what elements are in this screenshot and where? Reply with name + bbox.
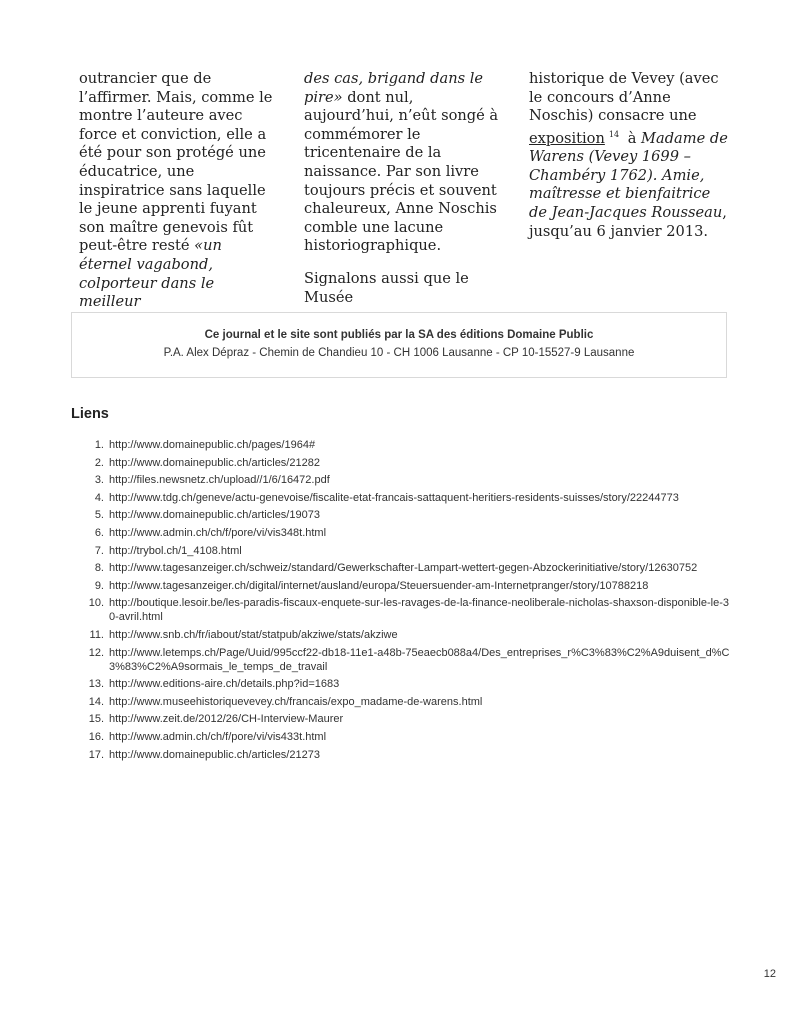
link-number: 11. [89,628,104,641]
paragraph [304,270,504,307]
link-number: 14. [88,695,104,708]
footnote-ref[interactable]: 14 [608,129,620,139]
link-url[interactable]: http://www.museehistoriquevevey.ch/francais/expo_madame-de-warens.html [109,695,483,708]
link-item [80,438,730,452]
link-number: 6. [94,526,104,539]
link-item [80,544,730,558]
link-number: 7. [94,544,104,557]
link-url[interactable]: http://www.admin.ch/ch/f/pore/vi/vis348t.html [109,526,327,539]
paragraph [304,70,504,256]
quote-text: «un éternel vagabond, colporteur dans le meilleur [79,237,222,311]
link-number: 16. [88,730,104,743]
body-text: Signalons aussi que le Musée [304,269,469,306]
link-number: 12. [88,646,104,659]
link-url[interactable]: http://www.tagesanzeiger.ch/digital/internet/ausland/europa/Steuersuender-am-Internetpranger/story/10788218 [109,579,649,592]
link-number: 4. [94,491,104,504]
exposition-link[interactable]: exposition [529,129,605,147]
link-number: 1. [94,439,104,451]
links-list [80,438,730,765]
link-item [80,730,730,744]
paragraph [529,70,729,241]
link-item [80,596,730,624]
exhibition-title: Madame de Warens (Vevey 1699 – Chambéry 1762). Amie, maîtresse et bienfaitrice de Jean-Jacques Rousseau [529,129,728,222]
link-item [80,491,730,505]
link-number: 17. [88,748,104,761]
link-number: 3. [94,474,104,487]
link-number: 9. [94,579,104,592]
link-url[interactable]: http://www.domainepublic.ch/articles/21273 [109,748,320,761]
link-number: 2. [94,456,104,469]
publisher-line-1: Ce journal et le site sont publiés par la SA des éditions Domaine Public [204,329,594,341]
link-item [80,526,730,540]
link-url[interactable]: http://www.domainepublic.ch/pages/1964# [109,439,316,451]
link-number: 8. [94,562,104,575]
link-item [80,748,730,762]
link-item [80,646,730,674]
link-number: 15. [88,713,104,726]
link-url[interactable]: http://boutique.lesoir.be/les-paradis-fiscaux-enquete-sur-les-ravages-de-la-finance-neoliberale-nicholas-shaxson-disponible-le-30-avril.html [109,597,729,624]
link-item [80,508,730,522]
link-item [80,561,730,575]
link-url[interactable]: http://www.domainepublic.ch/articles/19073 [109,509,320,522]
body-text: , jusqu’au 6 janvier 2013. [529,204,727,240]
body-text: historique de Vevey (avec le concours d’Anne Noschis) consacre une [529,70,719,125]
body-text: dont nul, aujourd’hui, n’eût songé à commémorer le tricentenaire de la naissance. Par son livre toujours précis et souvent chaleureux, Anne Noschis comble une lacune historiographique. [304,88,499,255]
link-item [80,677,730,691]
quote-text: des cas, brigand dans le pire» [304,70,484,106]
publisher-box [71,312,727,378]
link-url[interactable]: http://www.admin.ch/ch/f/pore/vi/vis433t.html [109,730,327,743]
link-item [80,628,730,642]
link-url[interactable]: http://www.tagesanzeiger.ch/schweiz/standard/Gewerkschafter-Lampart-wettert-gegen-Abzockerinitiative/story/12630752 [109,562,698,575]
body-text: outrancier que de l’affirmer. Mais, comme le montre l’auteure avec force et conviction, elle a été pour son protégé une éducatrice, une inspiratrice sans laquelle le jeune apprenti fuyant son maître genevois fût peut-être resté [79,70,273,255]
link-item [80,473,730,487]
link-number: 5. [94,509,104,522]
link-url[interactable]: http://www.letemps.ch/Page/Uuid/995ccf22-db18-11e1-a48b-75eaecb088a4/Des_entreprises_r%C3%83%C2%A9duisent_d%C3%83%C2%A9sormais_le_temps_de_travail [109,646,730,673]
link-item [80,456,730,470]
column-1 [79,70,279,326]
link-item [80,579,730,593]
link-url[interactable]: http://www.snb.ch/fr/iabout/stat/statpub/akziwe/stats/akziwe [109,628,398,641]
link-url[interactable]: http://www.editions-aire.ch/details.php?id=1683 [109,678,340,691]
column-3 [529,70,729,326]
page-number: 12 [763,968,776,980]
link-url[interactable]: http://files.newsnetz.ch/upload//1/6/16472.pdf [109,474,330,487]
link-number: 13. [88,678,104,691]
publisher-line-2: P.A. Alex Dépraz - Chemin de Chandieu 10 - CH 1006 Lausanne - CP 10-15527-9 Lausanne [163,347,635,359]
link-url[interactable]: http://www.zeit.de/2012/26/CH-Interview-Maurer [109,713,344,726]
paragraph [79,70,279,312]
column-2 [304,70,504,326]
link-url[interactable]: http://www.tdg.ch/geneve/actu-genevoise/fiscalite-etat-francais-sattaquent-heritiers-residents-suisses/story/22244773 [109,491,679,504]
link-url[interactable]: http://trybol.ch/1_4108.html [109,544,242,557]
link-item [80,695,730,709]
links-heading: Liens [71,406,109,422]
link-number: 10. [88,597,104,610]
body-text: à [623,129,642,147]
link-url[interactable]: http://www.domainepublic.ch/articles/21282 [109,456,320,469]
article-columns [79,70,729,326]
link-item [80,712,730,726]
